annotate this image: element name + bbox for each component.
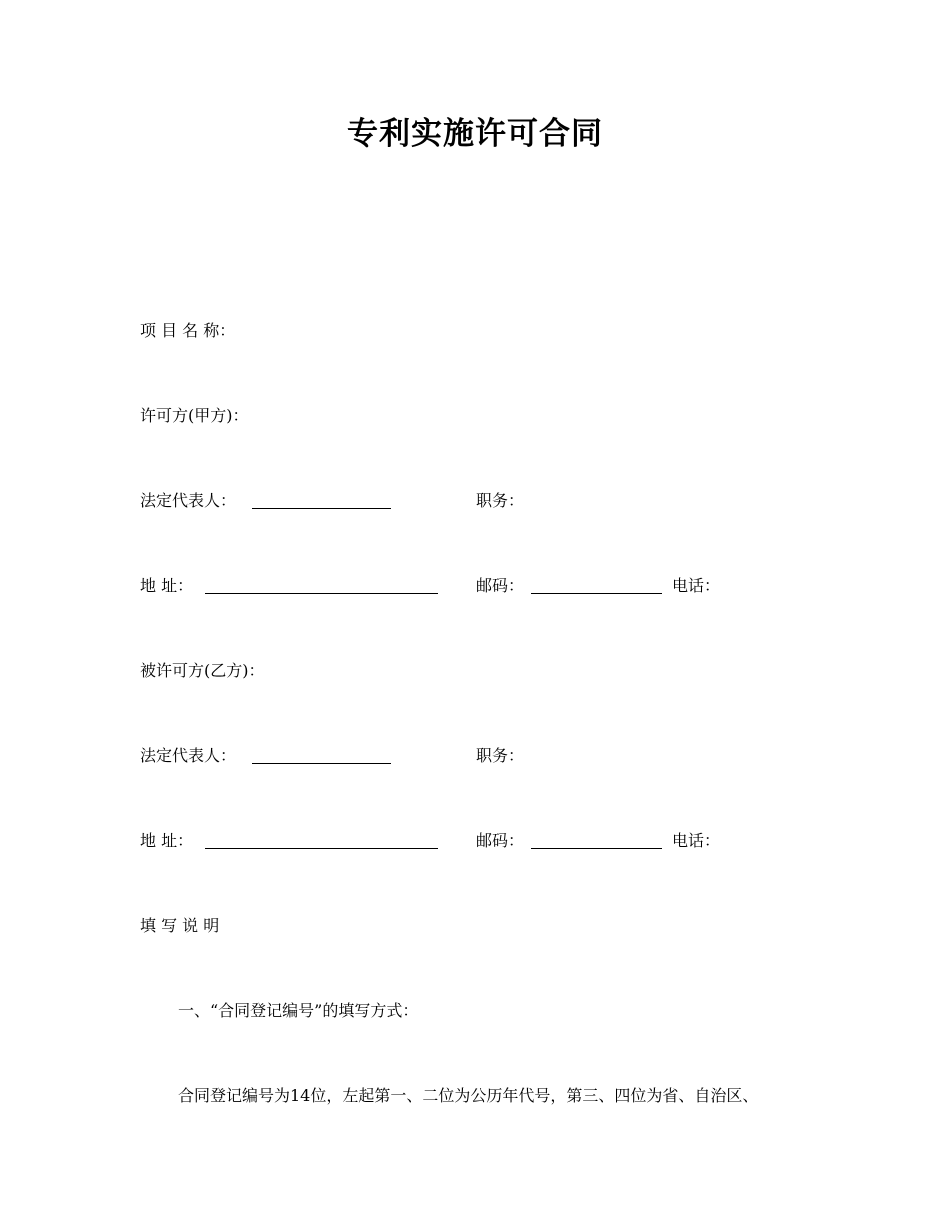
licensor-rep-label: 法定代表人： <box>140 491 237 510</box>
document-title: 专利实施许可合同 <box>347 116 603 152</box>
instruction-1-heading: 一、“合同登记编号”的填写方式： <box>178 1001 419 1020</box>
licensor-label: 许可方(甲方)： <box>140 406 249 425</box>
licensee-address-label: 地 址： <box>140 831 194 850</box>
licensee-rep-label: 法定代表人： <box>140 746 237 765</box>
project-name-label: 项 目 名 称： <box>140 321 236 340</box>
licensee-address-blank[interactable] <box>205 848 438 849</box>
licensor-address-label: 地 址： <box>140 576 194 595</box>
licensor-phone-label: 电话： <box>672 576 721 595</box>
licensee-phone-label: 电话： <box>672 831 721 850</box>
instruction-1-text: 合同登记编号为14位，左起第一、二位为公历年代号，第三、四位为省、自治区、 <box>178 1086 759 1105</box>
licensee-postcode-label: 邮码： <box>476 831 525 850</box>
licensee-position-label: 职务： <box>476 746 525 765</box>
licensor-postcode-blank[interactable] <box>531 593 662 594</box>
licensor-position-label: 职务： <box>476 491 525 510</box>
licensee-postcode-blank[interactable] <box>531 848 662 849</box>
instructions-heading: 填 写 说 明 <box>140 916 220 935</box>
licensor-rep-blank[interactable] <box>252 508 391 509</box>
licensee-label: 被许可方(乙方)： <box>140 661 265 680</box>
licensor-address-blank[interactable] <box>205 593 438 594</box>
licensor-postcode-label: 邮码： <box>476 576 525 595</box>
licensee-rep-blank[interactable] <box>252 763 391 764</box>
